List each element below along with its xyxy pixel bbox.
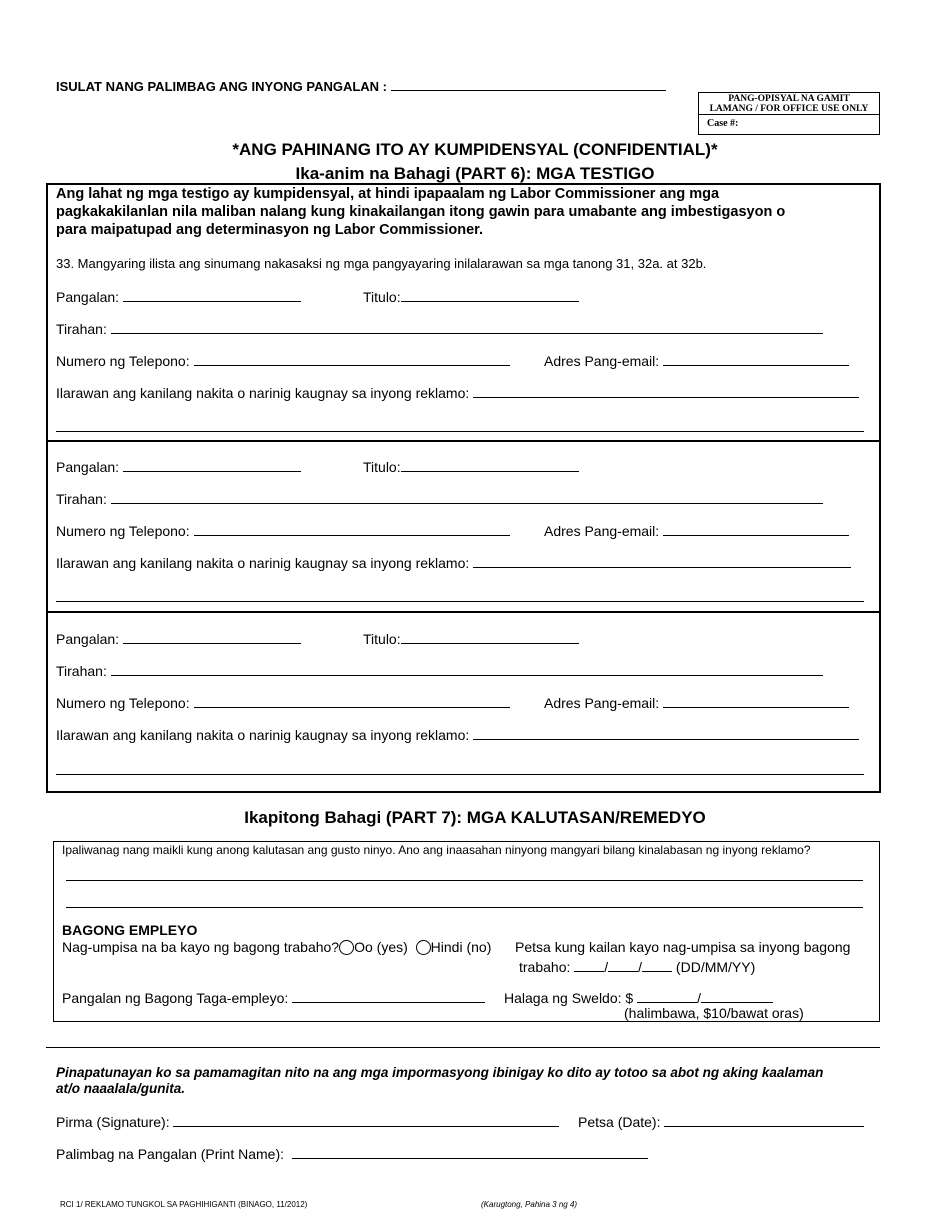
- witness-address-field[interactable]: [111, 662, 823, 676]
- signature-field[interactable]: [173, 1113, 559, 1127]
- witness-email-field[interactable]: [663, 352, 849, 366]
- witness-description-field[interactable]: [473, 726, 859, 740]
- case-number-field[interactable]: Case #:: [699, 114, 879, 133]
- witness-description-line[interactable]: [56, 431, 864, 432]
- print-name-field[interactable]: [292, 1145, 648, 1159]
- start-date-row: trabaho: / / (DD/MM/YY): [519, 959, 756, 975]
- salary-amount-field[interactable]: [637, 989, 697, 1003]
- witness-description-field[interactable]: [473, 384, 859, 398]
- witness-email-field[interactable]: [663, 694, 849, 708]
- page-note: (Karugtong, Pahina 3 ng 4): [481, 1200, 578, 1209]
- divider: [46, 1047, 880, 1048]
- witness-email-field[interactable]: [663, 522, 849, 536]
- no-radio[interactable]: [416, 940, 431, 955]
- start-year-field[interactable]: [642, 958, 672, 972]
- remedy-question: Ipaliwanag nang maikli kung anong kalutasan ang gusto ninyo. Ano ang inaasahan ninyong mangyari bilang kinalabasan ng inyong reklamo?: [62, 843, 811, 857]
- witness-name-field[interactable]: [123, 458, 301, 472]
- new-employer-field[interactable]: [292, 989, 485, 1003]
- witness-title-field[interactable]: [401, 630, 579, 644]
- confidential-title: *ANG PAHINANG ITO AY KUMPIDENSYAL (CONFIDENTIAL)*: [232, 140, 718, 159]
- question-33: 33. Mangyaring ilista ang sinumang nakasaksi ng mga pangyayaring inilalarawan sa mga tanong 31, 32a. at 32b.: [56, 256, 707, 271]
- new-job-question-row: Nag-umpisa na ba kayo ng bagong trabaho? Oo (yes) Hindi (no): [62, 939, 492, 955]
- part7-title: Ikapitong Bahagi (PART 7): MGA KALUTASAN/REMEDYO: [244, 808, 706, 827]
- date-field[interactable]: [664, 1113, 864, 1127]
- divider: [47, 611, 880, 613]
- witness-address-field[interactable]: [111, 320, 823, 334]
- new-job-heading: BAGONG EMPLEYO: [62, 922, 198, 938]
- witness-name-field[interactable]: [123, 630, 301, 644]
- confidentiality-notice: Ang lahat ng mga testigo ay kumpidensyal, at hindi ipapaalam ng Labor Commissioner ang mga pagkakakilanlan nila maliban nalang kung kinakailangan itong gawin para umabante ang imbestigasyon o para maipatupad ang determinasyon ng Labor Commissioner.: [56, 186, 786, 238]
- witness-description-field[interactable]: [473, 554, 851, 568]
- witness-phone-field[interactable]: [194, 352, 510, 366]
- witness-phone-field[interactable]: [194, 522, 510, 536]
- print-name-header: ISULAT NANG PALIMBAG ANG INYONG PANGALAN :: [56, 77, 666, 94]
- witness-phone-field[interactable]: [194, 694, 510, 708]
- witness-title-field[interactable]: [401, 458, 579, 472]
- yes-radio[interactable]: [339, 940, 354, 955]
- divider: [47, 440, 880, 442]
- office-use-box: PANG-OPISYAL NA GAMIT LAMANG / FOR OFFICE USE ONLY Case #:: [698, 92, 880, 135]
- start-month-field[interactable]: [608, 958, 638, 972]
- remedy-answer-line[interactable]: [66, 907, 863, 908]
- witness-description-line[interactable]: [56, 774, 864, 775]
- start-date-label: Petsa kung kailan kayo nag-umpisa sa inyong bagong: [515, 939, 851, 955]
- print-name-field[interactable]: [391, 77, 666, 91]
- attestation-text: Pinapatunayan ko sa pamamagitan nito na ang mga impormasyong ibinigay ko dito ay totoo sa abot ng aking kaalaman at/o naaalala/gunita.: [56, 1065, 824, 1096]
- start-day-field[interactable]: [574, 958, 604, 972]
- part6-title: Ika-anim na Bahagi (PART 6): MGA TESTIGO: [295, 164, 655, 183]
- witness-title-field[interactable]: [401, 288, 579, 302]
- salary-period-field[interactable]: [701, 989, 773, 1003]
- witness-description-line[interactable]: [56, 601, 864, 602]
- form-id: RCI 1/ REKLAMO TUNGKOL SA PAGHIHIGANTI (BINAGO, 11/2012): [60, 1200, 308, 1209]
- remedy-answer-line[interactable]: [66, 880, 863, 881]
- witness-name-field[interactable]: [123, 288, 301, 302]
- witness-address-field[interactable]: [111, 490, 823, 504]
- salary-example: (halimbawa, $10/bawat oras): [624, 1005, 804, 1021]
